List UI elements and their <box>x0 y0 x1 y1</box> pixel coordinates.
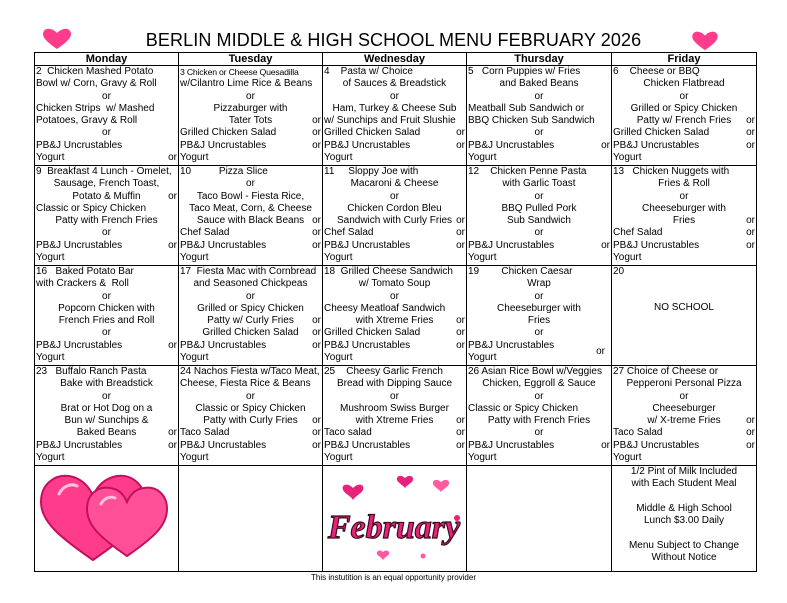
menu-line: Chef Salad <box>180 227 230 239</box>
menu-line: 18 Grilled Cheese Sandwich <box>324 266 453 277</box>
menu-line: Yogurt <box>180 452 209 464</box>
menu-line: Bread with Dipping Sauce <box>336 378 453 390</box>
week-row-2 <box>35 166 757 266</box>
info-cell <box>612 466 757 572</box>
menu-line: or <box>679 190 689 202</box>
menu-line: Chef Salad <box>613 227 663 239</box>
menu-line: 17 Fiesta Mac with Cornbread <box>180 266 317 277</box>
menu-line: or <box>102 390 111 402</box>
menu-line: 10 Pizza Slice <box>180 166 268 177</box>
menu-line: Chicken Strips w/ Mashed <box>36 102 155 114</box>
menu-line: with Garlic Toast <box>502 178 576 190</box>
footer-note: This instutition is an equal opportunity provider <box>311 573 476 582</box>
menu-line: Grilled Chicken Salad <box>180 127 277 139</box>
menu-calendar <box>34 52 757 572</box>
bottom-row <box>35 466 757 572</box>
or-label: or <box>456 227 465 238</box>
day-cell-19 <box>467 266 612 366</box>
day-cell-3 <box>179 66 323 166</box>
menu-line: Yogurt <box>180 152 209 164</box>
menu-line: PB&J Uncrustables <box>180 339 267 351</box>
or-label: or <box>312 327 321 338</box>
menu-line: Potatoes, Gravy & Roll <box>36 115 138 127</box>
menu-line: and Baked Beans <box>499 78 579 90</box>
day-header-thursday: Thursday <box>467 53 612 66</box>
menu-line: Taco salad <box>324 427 372 439</box>
menu-line: 4 Pasta w/ Choice <box>324 66 413 77</box>
or-label: or <box>312 140 321 151</box>
menu-line: Grilled Chicken Salad <box>324 327 421 339</box>
menu-line: or <box>679 390 689 402</box>
menu-line: Patty w/ French Fries <box>636 115 732 127</box>
menu-line: Popcorn Chicken with <box>58 302 155 314</box>
menu-line: Mushroom Swiss Burger <box>340 402 449 414</box>
menu-line: or <box>534 190 544 202</box>
february-art-cell <box>323 466 467 572</box>
menu-line: w/ Tomato Soup <box>358 278 431 290</box>
menu-line: or <box>390 390 399 402</box>
menu-line: Wrap <box>527 278 551 290</box>
menu-line: 5 Corn Puppies w/ Fries <box>468 66 581 77</box>
or-label: or <box>312 227 321 238</box>
menu-line: or <box>390 90 399 102</box>
menu-line: Grilled Chicken Salad <box>202 327 299 339</box>
or-label: or <box>312 440 321 451</box>
or-label: or <box>601 240 610 251</box>
or-label: or <box>746 127 755 138</box>
menu-line: BBQ Chicken Sub Sandwich <box>468 115 595 127</box>
menu-line: Patty w/ Curly Fries <box>207 315 294 327</box>
menu-line: Classic or Spicy Chicken <box>36 202 147 214</box>
menu-line: Yogurt <box>468 152 497 164</box>
menu-line: 13 Chicken Nuggets with <box>613 166 730 177</box>
menu-line: 2 Chicken Mashed Potato <box>36 66 154 77</box>
empty-cell <box>467 466 612 572</box>
menu-line: PB&J Uncrustables <box>324 339 411 351</box>
menu-line: PB&J Uncrustables <box>613 239 700 251</box>
day-cell-6 <box>612 66 757 166</box>
hearts-cell <box>35 466 179 572</box>
menu-line: French Fries and Roll <box>58 315 155 327</box>
or-label: or <box>168 152 177 163</box>
day-header-tuesday: Tuesday <box>179 53 323 66</box>
menu-line: PB&J Uncrustables <box>324 439 411 451</box>
day-cell-10 <box>179 166 323 266</box>
day-cell-20 <box>612 266 757 366</box>
week-row-4 <box>35 366 757 466</box>
day-cell-5 <box>467 66 612 166</box>
menu-line: with Crackers & Roll <box>36 278 129 290</box>
menu-line: Yogurt <box>468 352 497 364</box>
or-label: or <box>312 215 321 226</box>
menu-line: w/Cilantro Lime Rice & Beans <box>180 78 313 90</box>
menu-line: PB&J Uncrustables <box>613 439 700 451</box>
day-cell-4 <box>323 66 467 166</box>
menu-line: Cheesy Meatloaf Sandwich <box>324 302 446 314</box>
menu-line: Patty with Curly Fries <box>203 415 298 427</box>
menu-line: 6 Cheese or BBQ <box>613 66 700 77</box>
or-label: or <box>746 240 755 251</box>
menu-line: w/ Sunchips and Fruit Slushie <box>324 115 456 127</box>
menu-line: PB&J Uncrustables <box>468 439 555 451</box>
or-label: or <box>168 191 177 202</box>
or-label: or <box>746 427 755 438</box>
or-label: or <box>168 340 177 351</box>
menu-line: or <box>246 390 255 402</box>
menu-line: or <box>246 90 255 102</box>
or-label: or <box>312 127 321 138</box>
or-label: or <box>312 340 321 351</box>
menu-line: or <box>679 90 689 102</box>
week-row-3 <box>35 266 757 366</box>
menu-line: or <box>102 90 111 102</box>
menu-line: or <box>102 327 111 339</box>
menu-line: or <box>390 290 399 302</box>
menu-line: Meatball Sub Sandwich or <box>468 102 585 114</box>
double-heart-icon <box>35 466 178 566</box>
menu-line: Pizzaburger with <box>213 102 288 114</box>
menu-line: or <box>102 227 111 239</box>
menu-line: PB&J Uncrustables <box>180 239 267 251</box>
menu-line: Patty with French Fries <box>487 415 591 427</box>
info-line: Menu Subject to Change <box>628 539 740 551</box>
menu-line: Chicken Cordon Bleu <box>347 202 442 214</box>
day-header-monday: Monday <box>35 53 179 66</box>
menu-line: PB&J Uncrustables <box>324 139 411 151</box>
menu-line: or <box>534 390 544 402</box>
menu-line: Yogurt <box>324 252 353 264</box>
menu-line: with Xtreme Fries <box>355 315 434 327</box>
menu-line: or <box>534 427 544 439</box>
or-label: or <box>456 415 465 426</box>
menu-line: Grilled or Spicy Chicken <box>630 102 738 114</box>
menu-line: Classic or Spicy Chicken <box>468 402 579 414</box>
menu-line: BBQ Pulled Pork <box>501 202 577 214</box>
menu-line: Bun w/ Sunchips & <box>64 415 149 427</box>
day-cell-2 <box>35 66 179 166</box>
menu-line: PB&J Uncrustables <box>36 139 123 151</box>
menu-line: or <box>534 227 544 239</box>
menu-line: Cheeseburger <box>652 402 716 414</box>
page-title: BERLIN MIDDLE & HIGH SCHOOL MENU FEBRUARY 2026 <box>145 30 642 50</box>
menu-line: Taco Salad <box>180 427 230 439</box>
day-header-wednesday: Wednesday <box>323 53 467 66</box>
menu-line: Yogurt <box>180 252 209 264</box>
menu-line: 11 Sloppy Joe with <box>324 166 419 177</box>
menu-line: or <box>102 127 111 139</box>
menu-line: Taco Meat, Corn, & Cheese <box>189 202 312 214</box>
or-label: or <box>601 140 610 151</box>
or-label: or <box>746 440 755 451</box>
menu-line: 24 Nachos Fiesta w/Taco Meat, <box>180 366 320 377</box>
or-label: or <box>456 440 465 451</box>
menu-line: Potato & Muffin <box>72 190 141 202</box>
menu-line: or <box>534 327 544 339</box>
menu-line: w/ X-treme Fries <box>647 415 721 427</box>
or-label: or <box>746 115 755 126</box>
menu-line: Yogurt <box>324 352 353 364</box>
menu-line: Chef Salad <box>324 227 374 239</box>
menu-line: Sauce with Black Beans <box>196 215 305 227</box>
menu-line: Yogurt <box>36 452 65 464</box>
menu-line: Brat or Hot Dog on a <box>60 402 153 414</box>
or-label: or <box>456 315 465 326</box>
menu-line: Pepperoni Personal Pizza <box>626 378 742 390</box>
info-line: Lunch $3.00 Daily <box>643 515 725 527</box>
or-label: or <box>456 240 465 251</box>
menu-line: Yogurt <box>468 252 497 264</box>
day-cell-17 <box>179 266 323 366</box>
or-label: or <box>601 440 610 451</box>
menu-line: Yogurt <box>36 152 65 164</box>
menu-line: 25 Cheesy Garlic French <box>324 366 443 377</box>
or-label: or <box>456 427 465 438</box>
menu-line: PB&J Uncrustables <box>36 339 123 351</box>
day-cell-9 <box>35 166 179 266</box>
menu-line: Yogurt <box>36 352 65 364</box>
day-cell-27 <box>612 366 757 466</box>
menu-line: 12 Chicken Penne Pasta <box>468 166 587 177</box>
menu-line: PB&J Uncrustables <box>613 139 700 151</box>
or-label: or <box>456 140 465 151</box>
info-line: with Each Student Meal <box>631 478 737 490</box>
menu-line: Taco Salad <box>613 427 663 439</box>
menu-line: Macaroni & Cheese <box>350 178 439 190</box>
menu-line: Yogurt <box>468 452 497 464</box>
menu-line: 26 Asian Rice Bowl w/Veggies <box>468 366 602 377</box>
menu-line: Cheese, Fiesta Rice & Beans <box>180 378 311 390</box>
menu-line: Yogurt <box>324 452 353 464</box>
or-label: or <box>746 227 755 238</box>
day-cell-24 <box>179 366 323 466</box>
menu-line: PB&J Uncrustables <box>180 139 267 151</box>
menu-line: Grilled Chicken Salad <box>613 127 710 139</box>
menu-line: Cheeseburger with <box>497 302 581 314</box>
menu-line: Yogurt <box>613 252 642 264</box>
menu-line: Fries <box>527 315 551 327</box>
day-cell-25 <box>323 366 467 466</box>
or-label: or <box>456 215 465 226</box>
menu-line: Bowl w/ Corn, Gravy & Roll <box>36 78 157 90</box>
menu-line: Chicken Flatbread <box>643 78 725 90</box>
or-label: or <box>746 140 755 151</box>
info-line: 1/2 Pint of Milk Included <box>630 466 738 477</box>
menu-line: Sub Sandwich <box>507 215 571 227</box>
or-label: or <box>456 127 465 138</box>
menu-line: Sandwich with Curly Fries <box>336 215 453 227</box>
menu-line: Yogurt <box>180 352 209 364</box>
menu-line: Grilled Chicken Salad <box>324 127 421 139</box>
menu-line: PB&J Uncrustables <box>468 339 555 351</box>
day-cell-16 <box>35 266 179 366</box>
day-cell-13 <box>612 166 757 266</box>
menu-line: and Seasoned Chickpeas <box>193 278 308 290</box>
or-label: or <box>312 415 321 426</box>
day-cell-26 <box>467 366 612 466</box>
menu-line: or <box>390 190 399 202</box>
menu-line: Fries & Roll <box>658 178 710 190</box>
menu-line: Chicken, Eggroll & Sauce <box>482 378 596 390</box>
menu-line: Fries <box>672 215 696 227</box>
menu-line: or <box>534 127 544 139</box>
menu-line: Bake with Breadstick <box>60 378 153 390</box>
info-line: Middle & High School <box>636 502 732 514</box>
menu-line: with Xtreme Fries <box>355 415 434 427</box>
day-cell-11 <box>323 166 467 266</box>
menu-line: 9 Breakfast 4 Lunch - Omelet, <box>36 166 172 177</box>
menu-line: PB&J Uncrustables <box>180 439 267 451</box>
menu-line: of Sauces & Breadstick <box>342 78 447 90</box>
or-label: or <box>456 327 465 338</box>
day-cell-18 <box>323 266 467 366</box>
menu-line: 27 Choice of Cheese or <box>613 366 719 377</box>
february-graphic <box>323 466 466 566</box>
menu-line: Yogurt <box>324 152 353 164</box>
menu-line: Baked Beans <box>76 427 137 439</box>
info-line: Without Notice <box>651 552 717 564</box>
menu-line: PB&J Uncrustables <box>468 239 555 251</box>
menu-line: Yogurt <box>613 152 642 164</box>
or-label: or <box>312 315 321 326</box>
empty-cell <box>179 466 323 572</box>
menu-line: 3 Chicken or Cheese Quesadilla <box>180 67 299 77</box>
menu-line: or <box>246 178 255 190</box>
or-label: or <box>312 115 321 126</box>
or-label: or <box>168 427 177 438</box>
or-label: or <box>596 346 605 357</box>
menu-line: PB&J Uncrustables <box>36 439 123 451</box>
menu-line: Patty with French Fries <box>55 215 158 227</box>
day-cell-12 <box>467 166 612 266</box>
menu-line: Grilled or Spicy Chicken <box>197 302 304 314</box>
week-row-1 <box>35 66 757 166</box>
menu-line: or <box>534 90 544 102</box>
menu-line: 19 Chicken Caesar <box>468 266 573 277</box>
february-text: February <box>327 509 461 546</box>
menu-line: Classic or Spicy Chicken <box>195 402 306 414</box>
or-label: or <box>746 415 755 426</box>
menu-line: PB&J Uncrustables <box>36 239 123 251</box>
or-label: or <box>746 215 755 226</box>
or-label: or <box>312 240 321 251</box>
menu-line: or <box>246 290 255 302</box>
or-label: or <box>456 340 465 351</box>
day-header-friday: Friday <box>612 53 757 66</box>
or-label: or <box>312 427 321 438</box>
day-number: 20 <box>613 266 625 277</box>
menu-line: PB&J Uncrustables <box>468 139 555 151</box>
menu-line: Tater Tots <box>228 115 273 127</box>
menu-line: or <box>534 290 544 302</box>
menu-line: Sausage, French Toast, <box>53 178 160 190</box>
day-header-row <box>35 53 757 66</box>
or-label: or <box>168 240 177 251</box>
menu-line: 16 Baked Potato Bar <box>36 266 134 277</box>
menu-line: 23 Buffalo Ranch Pasta <box>36 366 147 377</box>
menu-line: PB&J Uncrustables <box>324 239 411 251</box>
menu-line: Ham, Turkey & Cheese Sub <box>332 102 457 114</box>
menu-line: Yogurt <box>613 452 642 464</box>
menu-line: or <box>102 290 111 302</box>
no-school-label: NO SCHOOL <box>653 302 714 314</box>
day-cell-23 <box>35 366 179 466</box>
menu-line: Taco Bowl - Fiesta Rice, <box>196 190 305 202</box>
or-label: or <box>168 440 177 451</box>
menu-line: Yogurt <box>36 252 65 264</box>
menu-line: Cheeseburger with <box>642 202 726 214</box>
